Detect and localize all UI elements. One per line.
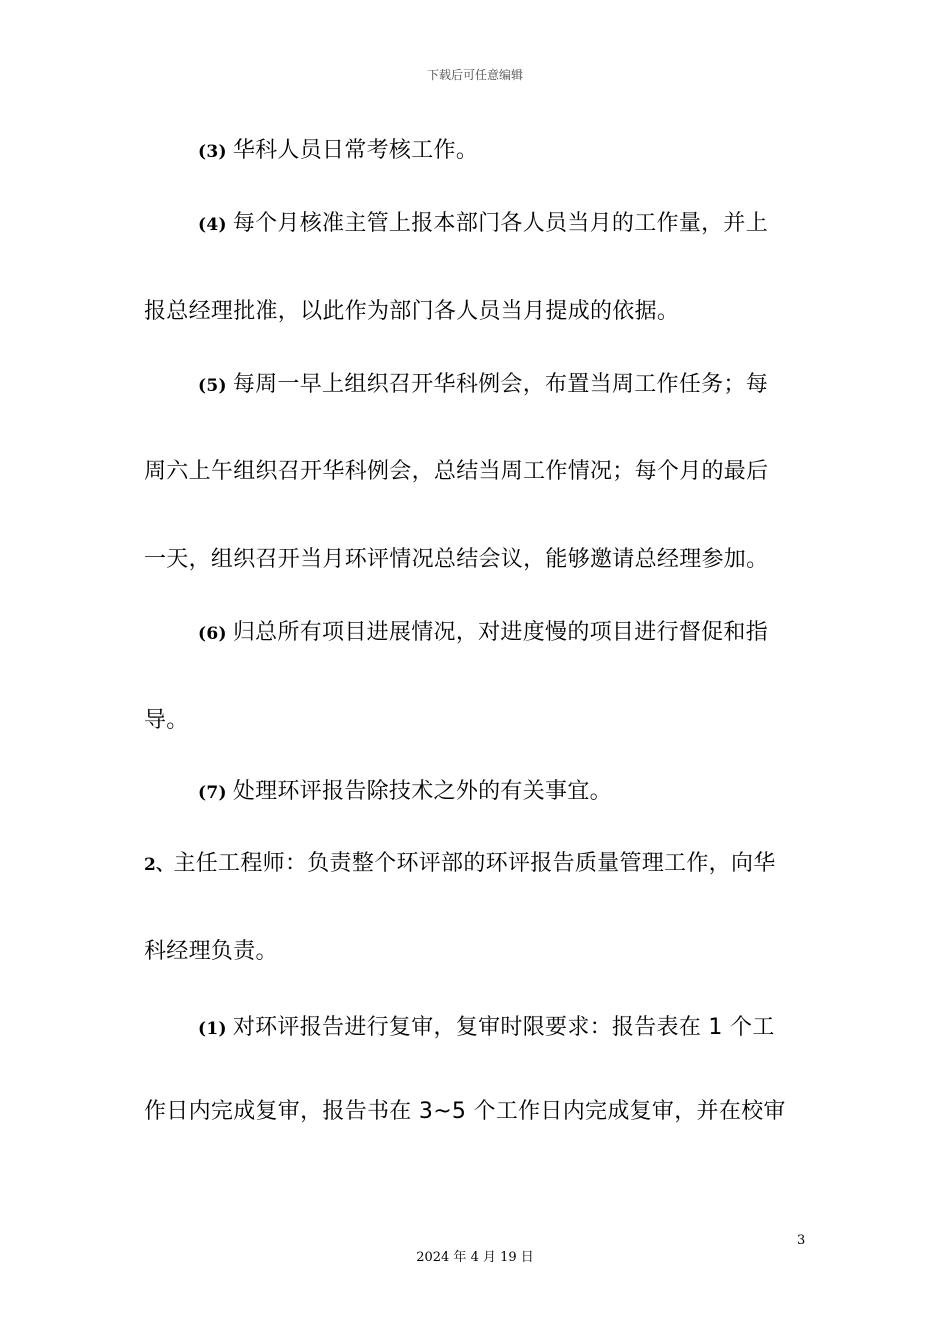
paragraph-line: 作日内完成复审，报告书在 3~5 个工作日内完成复审，并在校审: [144, 1099, 786, 1124]
paragraph-line: 周六上午组织召开华科例会，总结当周工作情况；每个月的最后: [144, 459, 769, 484]
item-text: 每周一早上组织召开华科例会，布置当周工作任务；每: [232, 372, 769, 397]
paragraph-line: 一天，组织召开当月环评情况总结会议，能够邀请总经理参加。: [144, 547, 769, 572]
paragraph-line: 科经理负责。: [144, 939, 278, 964]
page-header: 下载后可任意编辑: [426, 68, 523, 82]
section-number: 2、: [144, 855, 174, 875]
item-number: (5): [198, 376, 227, 396]
item-text: 华科人员日常考核工作。: [232, 138, 479, 163]
section-heading: [144, 848, 824, 881]
item-number: (6): [198, 624, 227, 644]
list-item: [198, 369, 818, 402]
list-item: [198, 208, 818, 241]
list-item: [198, 1012, 818, 1045]
section-text: 主任工程师：负责整个环评部的环评报告质量管理工作，向华: [173, 851, 776, 876]
list-item: [198, 135, 818, 168]
page-number: 3: [797, 1233, 806, 1248]
item-number: (4): [198, 215, 227, 235]
item-text: 每个月核准主管上报本部门各人员当月的工作量，并上: [232, 211, 769, 236]
item-text: 归总所有项目进展情况，对进度慢的项目进行督促和指: [232, 620, 769, 645]
item-number: (3): [198, 142, 227, 162]
paragraph-line: 报总经理批准，以此作为部门各人员当月提成的依据。: [144, 299, 680, 324]
item-text: 处理环评报告除技术之外的有关事宜。: [232, 779, 612, 804]
item-number: (7): [198, 783, 227, 803]
list-item: [198, 617, 818, 650]
list-item: [198, 776, 818, 809]
paragraph-line: 导。: [144, 708, 189, 733]
footer-date: 2024 年 4 月 19 日: [416, 1250, 534, 1265]
item-text: 对环评报告进行复审，复审时限要求：报告表在 1 个工: [232, 1015, 775, 1040]
item-number: (1): [198, 1019, 227, 1039]
